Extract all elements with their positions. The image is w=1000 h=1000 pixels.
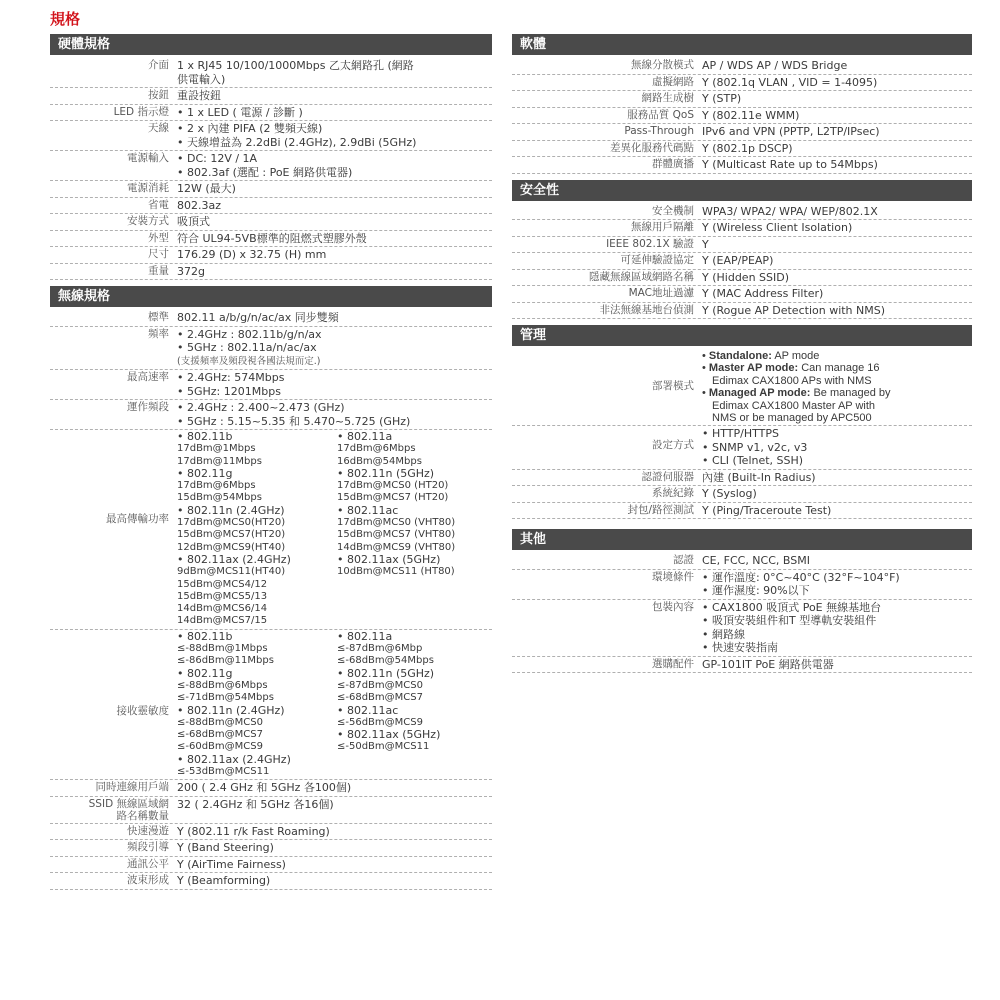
- rx-sensitivity-line: ≤-71dBm@54Mbps: [177, 692, 274, 704]
- row-label: 波束形成: [127, 874, 169, 887]
- spec-row-frequency: [50, 327, 492, 371]
- row-value: [702, 125, 972, 139]
- row-value: [702, 221, 972, 235]
- rx-sensitivity-line: • 802.11n (5GHz): [337, 666, 435, 680]
- row-value: [702, 254, 972, 268]
- tx-power-col-24ghz: [177, 431, 337, 628]
- hardware-header: 硬體規格: [50, 34, 492, 55]
- value-line: • 1 x LED ( 電源 / 診斷 ): [177, 105, 303, 119]
- row-label: 部署模式: [652, 380, 694, 392]
- row-label: 安裝方式: [127, 215, 169, 227]
- value-line: • SNMP v1, v2c, v3: [702, 440, 808, 454]
- management-row: [512, 470, 972, 487]
- wireless-row: [50, 857, 492, 874]
- value-line: • 運作濕度: 90%以下: [702, 584, 810, 598]
- row-label: IEEE 802.1X 驗證: [606, 237, 694, 250]
- row-value: [177, 215, 492, 229]
- software-row: [512, 91, 972, 108]
- value-line: • 5GHz: 1201Mbps: [177, 384, 281, 398]
- row-label: 天線: [148, 122, 169, 134]
- deploy-master: • Master AP mode: Can manage 16: [702, 362, 880, 375]
- value-line: IPv6 and VPN (PPTP, L2TP/IPsec): [702, 125, 880, 138]
- row-value: [177, 841, 492, 855]
- value-line: • 運作溫度: 0°C~40°C (32°F~104°F): [702, 570, 900, 584]
- security-row: [512, 237, 972, 254]
- deploy-standalone: • Standalone: AP mode: [702, 350, 820, 362]
- rx-sensitivity-line: ≤-68dBm@54Mbps: [337, 655, 434, 667]
- row-label: Pass-Through: [624, 125, 694, 137]
- tx-power-line: 14dBm@MCS9 (VHT80): [337, 541, 456, 553]
- row-value: [702, 287, 972, 301]
- rx-sensitivity-line: • 802.11a: [337, 630, 393, 643]
- row-label: 設定方式: [652, 439, 694, 452]
- security-row: [512, 303, 972, 320]
- row-label: 安全機制: [652, 204, 694, 217]
- value-line: 供電輸入): [177, 72, 226, 86]
- row-value: [177, 401, 492, 428]
- spec-row-standard: [50, 310, 492, 327]
- value-line: 符合 UL94-5VB標準的阻燃式塑膠外殼: [177, 231, 367, 245]
- others-row: [512, 600, 972, 657]
- value-line: 吸頂式: [177, 215, 210, 228]
- row-label: 尺寸: [148, 248, 169, 260]
- hardware-row: [50, 247, 492, 264]
- page-title: 規格: [50, 10, 81, 28]
- right-column: [512, 34, 972, 673]
- others-header: 其他: [512, 529, 972, 550]
- tx-power-line: 17dBm@MCS0 (VHT80): [337, 517, 456, 529]
- rx-sensitivity-line: • 802.11ax (2.4GHz): [177, 752, 291, 766]
- row-value: [177, 311, 492, 325]
- row-value: [177, 152, 492, 179]
- row-value: [177, 781, 492, 795]
- value-line: Y (Wireless Client Isolation): [702, 221, 853, 234]
- row-label: 非法無線基地台偵測: [599, 303, 694, 316]
- row-value: [702, 427, 972, 468]
- tx-power-values: [177, 431, 492, 628]
- value-line: WPA3/ WPA2/ WPA/ WEP/802.1X: [702, 204, 878, 218]
- hardware-row: [50, 105, 492, 122]
- tx-power-line: • 802.11ax (2.4GHz): [177, 552, 291, 566]
- row-label: LED 指示燈: [113, 105, 169, 118]
- row-label: 選購配件: [652, 657, 694, 670]
- deploy-managed-cont: Edimax CAX1800 Master AP with: [712, 399, 876, 412]
- value-line: Y (802.1q VLAN , VID = 1-4095): [702, 75, 878, 89]
- row-value: [177, 248, 492, 262]
- spec-row-max-rate: [50, 370, 492, 400]
- software-table: [512, 58, 972, 174]
- value-line: 802.11 a/b/g/n/ac/ax 同步雙頻: [177, 311, 339, 324]
- row-value: [177, 106, 492, 120]
- row-label: 最高速率: [127, 371, 169, 383]
- value-line: • 802.3af (選配 : PoE 網路供電器): [177, 165, 353, 179]
- row-value: [177, 265, 492, 279]
- row-value: [177, 874, 492, 888]
- hardware-row: [50, 264, 492, 281]
- rx-sensitivity-line: • 802.11ac: [337, 703, 399, 717]
- value-line: Y (MAC Address Filter): [702, 287, 824, 300]
- value-line: Y: [702, 237, 709, 251]
- row-value: [702, 158, 972, 172]
- value-line: • 2 x 內建 PIFA (2 雙頻天線): [177, 122, 323, 135]
- tx-power-line: 14dBm@MCS7/15: [177, 615, 268, 627]
- row-label: 運作頻段: [127, 401, 169, 413]
- security-header: 安全性: [512, 180, 972, 201]
- tx-power-line: • 802.11ac: [337, 503, 399, 517]
- value-line: • CAX1800 吸頂式 PoE 無線基地台: [702, 600, 882, 614]
- spec-row-deploy-mode: [512, 349, 972, 426]
- hardware-table: [50, 58, 492, 280]
- row-value: [177, 89, 492, 103]
- value-line: Y (AirTime Fairness): [177, 857, 286, 871]
- value-line: 802.3az: [177, 198, 222, 212]
- row-value: [702, 109, 972, 123]
- row-label: 群體廣播: [652, 158, 694, 170]
- value-line: 1 x RJ45 10/100/1000Mbps 乙太網路孔 (網路: [177, 59, 414, 72]
- row-value: [702, 76, 972, 90]
- row-label: 環境條件: [652, 570, 694, 583]
- software-row: [512, 141, 972, 158]
- management-row: [512, 486, 972, 503]
- value-line: • 5GHz : 5.15~5.35 和 5.470~5.725 (GHz): [177, 414, 411, 428]
- tx-power-line: 17dBm@6Mbps: [337, 443, 416, 455]
- rx-sensitivity-line: • 802.11n (2.4GHz): [177, 703, 285, 717]
- security-row: [512, 286, 972, 303]
- rx-sensitivity-line: ≤-87dBm@MCS0: [337, 679, 423, 691]
- tx-power-line: 17dBm@MCS0(HT20): [177, 517, 286, 529]
- rx-sensitivity-line: • 802.11g: [177, 666, 233, 680]
- row-label: 認證伺服器: [641, 470, 694, 483]
- tx-power-line: • 802.11a: [337, 431, 393, 443]
- value-line: 32 ( 2.4GHz 和 5GHz 各16個): [177, 797, 334, 811]
- value-line: Y (Multicast Rate up to 54Mbps): [702, 158, 878, 171]
- software-row: [512, 58, 972, 75]
- value-line: 內建 (Built-In Radius): [702, 470, 816, 484]
- left-column: [50, 34, 492, 890]
- spec-row-setup: [512, 426, 972, 470]
- row-label: 網路生成樹: [641, 92, 694, 104]
- rx-sens-col-24ghz: [177, 631, 337, 779]
- row-label: 差異化服務代碼點: [610, 141, 694, 154]
- value-line: 200 ( 2.4 GHz 和 5GHz 各100個): [177, 781, 352, 795]
- value-line: Y (802.1p DSCP): [702, 141, 793, 155]
- row-value: [702, 487, 972, 501]
- value-line: Y (STP): [702, 92, 742, 105]
- value-line: • 2.4GHz : 2.400~2.473 (GHz): [177, 401, 345, 414]
- tx-power-line: 17dBm@MCS0 (HT20): [337, 480, 449, 492]
- row-label: 外型: [148, 231, 169, 244]
- tx-power-line: 12dBm@MCS9(HT40): [177, 541, 286, 553]
- hardware-row: [50, 151, 492, 181]
- rx-sensitivity-line: ≤-88dBm@MCS0: [177, 716, 263, 728]
- wireless-header: 無線規格: [50, 286, 492, 307]
- row-label: 封包/路徑測試: [627, 503, 694, 516]
- row-value: [702, 304, 972, 318]
- tx-power-line: • 802.11ax (5GHz): [337, 552, 441, 566]
- row-label: 電源消耗: [127, 182, 169, 194]
- row-label: 包裝內容: [652, 600, 694, 613]
- hardware-row: [50, 88, 492, 105]
- rx-sensitivity-line: ≤-68dBm@MCS7: [177, 729, 263, 741]
- row-label: SSID 無線區域網 路名稱數量: [88, 797, 169, 822]
- tx-power-line: 15dBm@MCS7 (HT20): [337, 492, 449, 504]
- row-value: [177, 59, 492, 86]
- value-line: GP-101IT PoE 網路供電器: [702, 657, 834, 671]
- row-label: 無線分散模式: [631, 59, 694, 71]
- hardware-row: [50, 181, 492, 198]
- tx-power-line: 14dBm@MCS6/14: [177, 603, 268, 615]
- row-label: 認證: [673, 554, 694, 567]
- management-row: [512, 503, 972, 520]
- software-row: [512, 124, 972, 141]
- row-value: [702, 658, 972, 672]
- tx-power-line: • 802.11n (2.4GHz): [177, 503, 285, 517]
- rx-sensitivity-line: ≤-68dBm@MCS7: [337, 692, 423, 704]
- rx-sensitivity-line: ≤-88dBm@1Mbps: [177, 643, 268, 655]
- security-row: [512, 253, 972, 270]
- value-line: • HTTP/HTTPS: [702, 427, 779, 441]
- row-value: [702, 142, 972, 156]
- wireless-row: [50, 797, 492, 824]
- value-line: Y (Beamforming): [177, 874, 271, 888]
- row-label: 按鈕: [148, 89, 169, 101]
- rx-sensitivity-line: ≤-86dBm@11Mbps: [177, 655, 274, 667]
- deploy-mode-values: [702, 350, 972, 424]
- security-row: [512, 270, 972, 287]
- others-table: [512, 553, 972, 673]
- tx-power-line: 15dBm@MCS5/13: [177, 590, 268, 602]
- row-label: 標準: [148, 311, 169, 323]
- value-line: Y (Hidden SSID): [702, 270, 790, 284]
- rx-sensitivity-line: ≤-87dBm@6Mbp: [337, 643, 423, 655]
- row-value: [702, 504, 972, 518]
- row-label: 省電: [148, 198, 169, 211]
- security-row: [512, 220, 972, 237]
- deploy-master-cont: Edimax CAX1800 APs with NMS: [712, 374, 872, 387]
- row-value: [177, 328, 492, 369]
- tx-power-line: 15dBm@54Mbps: [177, 492, 262, 504]
- tx-power-line: • 802.11g: [177, 466, 233, 480]
- wireless-row: [50, 873, 492, 890]
- tx-power-col-5ghz: [337, 431, 492, 628]
- security-table: [512, 204, 972, 320]
- tx-power-line: 15dBm@MCS7 (VHT80): [337, 529, 456, 541]
- value-line: CE, FCC, NCC, BSMI: [702, 554, 810, 568]
- management-rows: [512, 470, 972, 520]
- rx-sensitivity-line: ≤-60dBm@MCS9: [177, 741, 263, 753]
- row-label: 服務品質 QoS: [627, 108, 694, 121]
- value-line: Y (Syslog): [702, 487, 757, 501]
- value-line: • CLI (Telnet, SSH): [702, 454, 804, 468]
- value-line: • 天線增益為 2.2dBi (2.4GHz), 2.9dBi (5GHz): [177, 135, 417, 149]
- value-line: Y (EAP/PEAP): [702, 254, 774, 267]
- value-line: • 5GHz : 802.11a/n/ac/ax: [177, 341, 317, 354]
- row-label: 通訊公平: [127, 857, 169, 870]
- row-value: [177, 798, 492, 812]
- hardware-row: [50, 198, 492, 215]
- row-value: [702, 238, 972, 252]
- management-table: [512, 349, 972, 519]
- row-value: [702, 205, 972, 219]
- others-row: [512, 657, 972, 674]
- row-value: [702, 554, 972, 568]
- value-line: Y (802.11e WMM): [702, 108, 800, 122]
- hardware-row: [50, 121, 492, 151]
- value-line: • 吸頂安裝組件和T 型導軌安裝組件: [702, 614, 877, 628]
- tx-power-line: • 802.11n (5GHz): [337, 466, 435, 480]
- row-value: [702, 571, 972, 598]
- hardware-row: [50, 58, 492, 88]
- wireless-row: [50, 824, 492, 841]
- rx-sensitivity-line: ≤-56dBm@MCS9: [337, 716, 423, 728]
- value-line: • 網路線: [702, 627, 745, 641]
- row-value: [702, 601, 972, 655]
- row-label: MAC地址過濾: [628, 287, 694, 299]
- others-row: [512, 553, 972, 570]
- value-line: Y (Band Steering): [177, 841, 274, 855]
- wireless-row: [50, 840, 492, 857]
- spec-row-tx-power: [50, 430, 492, 630]
- tx-power-line: 17dBm@11Mbps: [177, 455, 262, 467]
- row-label: 接收靈敏度: [116, 704, 169, 717]
- security-row: [512, 204, 972, 221]
- row-label: 介面: [148, 59, 169, 71]
- value-line: 176.29 (D) x 32.75 (H) mm: [177, 248, 327, 261]
- row-label: 同時連線用戶端: [95, 781, 169, 794]
- tx-power-line: 17dBm@6Mbps: [177, 480, 256, 492]
- value-line: • 快速安裝指南: [702, 641, 778, 655]
- row-label: 頻率: [148, 327, 169, 340]
- tx-power-line: • 802.11b: [177, 431, 233, 443]
- tx-power-line: 9dBm@MCS11(HT40): [177, 566, 286, 578]
- row-label: 頻段引導: [127, 841, 169, 854]
- row-value: [702, 471, 972, 485]
- deploy-managed-cont2: NMS or be managed by APC500: [712, 412, 872, 425]
- hardware-row: [50, 214, 492, 231]
- row-label: 快速漫遊: [127, 824, 169, 837]
- row-value: [177, 199, 492, 213]
- value-line: 重設按鈕: [177, 89, 221, 102]
- row-value: [177, 858, 492, 872]
- spec-row-rx-sensitivity: [50, 630, 492, 781]
- value-line: Y (Ping/Traceroute Test): [702, 503, 832, 517]
- row-value: [702, 271, 972, 285]
- row-label: 電源輸入: [127, 152, 169, 164]
- row-label: 重量: [148, 264, 169, 277]
- wireless-tail-rows: [50, 780, 492, 890]
- software-header: 軟體: [512, 34, 972, 55]
- row-value: [702, 59, 972, 73]
- row-value: [177, 825, 492, 839]
- rx-sensitivity-line: • 802.11b: [177, 630, 233, 643]
- hardware-row: [50, 231, 492, 248]
- value-line: Y (802.11 r/k Fast Roaming): [177, 824, 330, 838]
- row-label: 可延伸驗證協定: [620, 254, 694, 266]
- software-row: [512, 75, 972, 92]
- row-value: [177, 232, 492, 246]
- value-line: 12W (最大): [177, 182, 236, 195]
- row-label: 虛擬網路: [652, 75, 694, 88]
- value-line: • DC: 12V / 1A: [177, 152, 258, 165]
- wireless-row: [50, 780, 492, 797]
- rx-sensitivity-line: ≤-50dBm@MCS11: [337, 741, 430, 753]
- tx-power-line: 17dBm@1Mbps: [177, 443, 256, 455]
- row-label: 無線用戶隔離: [631, 221, 694, 233]
- tx-power-line: 16dBm@54Mbps: [337, 455, 422, 467]
- row-value: [702, 92, 972, 106]
- rx-sens-col-5ghz: [337, 631, 492, 779]
- row-value: [177, 122, 492, 149]
- row-label: 最高傳輸功率: [106, 513, 169, 525]
- rx-sensitivity-line: • 802.11ax (5GHz): [337, 728, 441, 742]
- rx-sensitivity-line: ≤-53dBm@MCS11: [177, 766, 270, 778]
- rx-sensitivity-values: [177, 631, 492, 779]
- rx-sensitivity-line: ≤-88dBm@6Mbps: [177, 679, 268, 691]
- others-row: [512, 570, 972, 600]
- tx-power-line: 15dBm@MCS4/12: [177, 578, 268, 590]
- value-line: 372g: [177, 264, 205, 278]
- row-value: [177, 182, 492, 196]
- row-label: 系統紀錄: [652, 487, 694, 500]
- row-value: [177, 371, 492, 398]
- management-header: 管理: [512, 325, 972, 346]
- frequency-note: (支援頻率及頻段視各國法規而定.): [177, 355, 321, 367]
- value-line: Y (Rogue AP Detection with NMS): [702, 303, 886, 317]
- value-line: • 2.4GHz: 574Mbps: [177, 371, 285, 384]
- software-row: [512, 108, 972, 125]
- tx-power-line: 10dBm@MCS11 (HT80): [337, 566, 455, 578]
- spec-row-band: [50, 400, 492, 430]
- wireless-table: [50, 310, 492, 890]
- tx-power-line: 15dBm@MCS7(HT20): [177, 529, 286, 541]
- deploy-managed: • Managed AP mode: Be managed by: [702, 387, 891, 400]
- value-line: • 2.4GHz : 802.11b/g/n/ax: [177, 327, 322, 341]
- value-line: AP / WDS AP / WDS Bridge: [702, 59, 848, 72]
- software-row: [512, 157, 972, 174]
- row-label: 隱藏無線區域網路名稱: [589, 270, 694, 283]
